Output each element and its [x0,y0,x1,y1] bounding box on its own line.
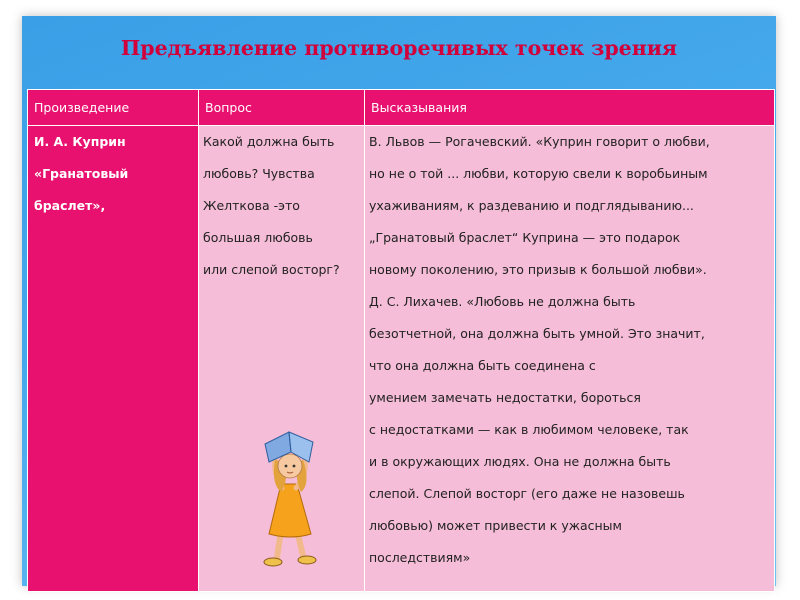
question-line: большая любовь [203,230,313,245]
quote-line: В. Львов — Рогачевский. «Куприн говорит о любви, [369,134,710,149]
work-cell [28,126,199,592]
work-line: «Гранатовый [34,166,129,181]
quote-line: но не о той ... любви, которую свели к воробьиным [369,166,708,181]
quote-line: любовью) может привести к ужасным [369,518,622,533]
viewpoints-table [27,89,775,592]
work-line: И. А. Куприн [34,134,126,149]
quote-line: безотчетной, она должна быть умной. Это значит, [369,326,705,341]
question-line: Какой должна быть [203,134,335,149]
question-line: любовь? Чувства [203,166,315,181]
quote-line: последствиям» [369,550,471,565]
girl-reading-illustration [251,422,331,572]
quote-line: „Гранатовый браслет“ Куприна — это подарок [369,230,681,245]
header-question: Вопрос [199,90,365,126]
quote-line: умением замечать недостатки, бороться [369,390,641,405]
question-line: или слепой восторг? [203,262,340,277]
quotes-cell [365,126,775,592]
quote-line: ухаживаниям, к раздеванию и подглядыванию... [369,198,694,213]
slide-title: Предъявление противоречивых точек зрения [120,36,678,60]
quote-line: Д. С. Лихачев. «Любовь не должна быть [369,294,636,309]
question-line: Желткова -это [203,198,300,213]
slide [22,16,776,586]
question-cell [199,126,365,592]
table-header-row [28,90,775,126]
quote-line: что она должна быть соединена с [369,358,596,373]
table-row [28,126,775,592]
quote-line: с недостатками — как в любимом человеке, так [369,422,689,437]
quote-line: слепой. Слепой восторг (его даже не назовешь [369,486,685,501]
header-quotes: Высказывания [365,90,775,126]
quote-line: новому поколению, это призыв к большой любви». [369,262,707,277]
quote-line: и в окружающих людях. Она не должна быть [369,454,671,469]
header-work: Произведение [28,90,199,126]
work-line: браслет», [34,198,106,213]
